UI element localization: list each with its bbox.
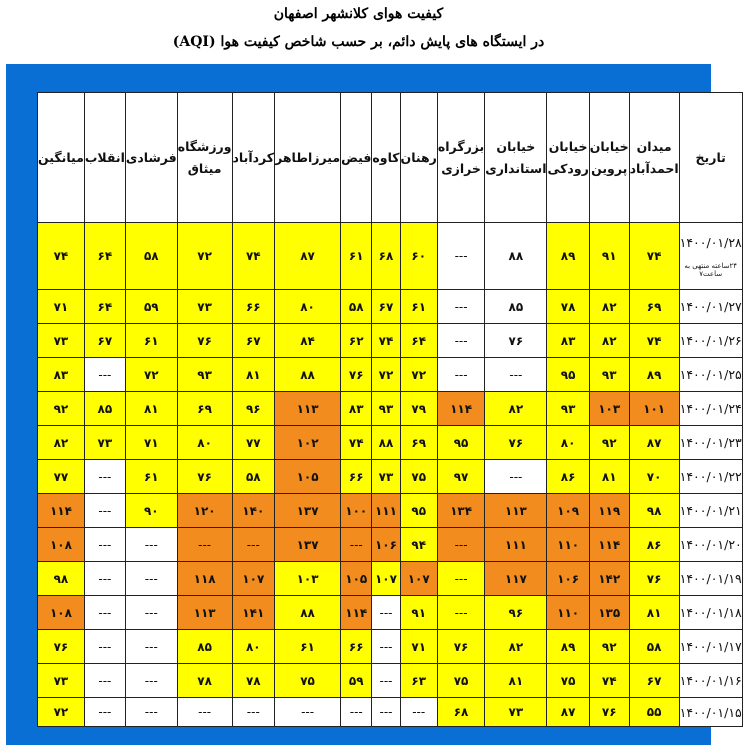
aqi-cell: --- — [84, 528, 125, 562]
aqi-cell: ۱۰۷ — [232, 562, 275, 596]
aqi-cell: ۹۵ — [437, 426, 484, 460]
aqi-cell: ۷۱ — [400, 630, 437, 664]
aqi-cell: ۸۵ — [177, 630, 232, 664]
aqi-cell: --- — [177, 528, 232, 562]
column-header: میدان احمدآباد — [629, 93, 679, 223]
aqi-cell: ۷۴ — [372, 324, 400, 358]
table-row — [38, 596, 743, 630]
date-text: ۱۴۰۰/۰۱/۱۸ — [679, 605, 742, 620]
aqi-cell: ۱۱۷ — [485, 562, 547, 596]
aqi-cell: ۹۳ — [372, 392, 400, 426]
aqi-table — [37, 92, 743, 727]
column-header: رهنان — [400, 93, 437, 223]
aqi-cell: ۱۰۱ — [629, 392, 679, 426]
aqi-cell: ۹۸ — [629, 494, 679, 528]
table-row — [38, 698, 743, 727]
aqi-cell: ۱۴۰ — [232, 494, 275, 528]
aqi-cell: ۱۳۷ — [275, 494, 341, 528]
aqi-cell: ۹۲ — [589, 630, 629, 664]
aqi-cell: ۶۷ — [372, 290, 400, 324]
table-row — [38, 358, 743, 392]
header-row — [38, 93, 743, 223]
aqi-cell: ۱۴۱ — [232, 596, 275, 630]
aqi-cell: ۵۸ — [125, 223, 177, 290]
aqi-cell: ۱۳۴ — [437, 494, 484, 528]
aqi-cell: ۱۱۴ — [437, 392, 484, 426]
aqi-cell: ۸۰ — [177, 426, 232, 460]
aqi-cell: ۹۵ — [547, 358, 589, 392]
column-header-date: تاریخ — [679, 93, 742, 223]
date-text: ۱۴۰۰/۰۱/۲۳ — [679, 435, 742, 450]
date-cell — [679, 698, 742, 727]
date-text: ۱۴۰۰/۰۱/۱۹ — [679, 571, 742, 586]
aqi-cell: ۶۴ — [84, 223, 125, 290]
aqi-cell: --- — [341, 528, 372, 562]
aqi-cell: --- — [84, 562, 125, 596]
aqi-cell: ۶۷ — [84, 324, 125, 358]
aqi-cell: ۸۵ — [485, 290, 547, 324]
aqi-cell: ۷۲ — [177, 223, 232, 290]
aqi-cell: ۹۰ — [125, 494, 177, 528]
aqi-cell: ۹۴ — [400, 528, 437, 562]
average-cell: ۷۲ — [38, 698, 85, 727]
aqi-cell: --- — [485, 460, 547, 494]
average-cell: ۷۴ — [38, 223, 85, 290]
column-header: ورزشگاه میثاق — [177, 93, 232, 223]
average-cell: ۷۱ — [38, 290, 85, 324]
aqi-cell: ۸۹ — [629, 358, 679, 392]
aqi-cell: ۶۱ — [125, 460, 177, 494]
aqi-cell: ۸۱ — [485, 664, 547, 698]
table-row — [38, 426, 743, 460]
aqi-cell: ۱۱۱ — [372, 494, 400, 528]
aqi-cell: ۶۹ — [177, 392, 232, 426]
aqi-cell: ۸۹ — [547, 223, 589, 290]
aqi-cell: ۱۰۷ — [372, 562, 400, 596]
aqi-cell: ۷۵ — [400, 460, 437, 494]
aqi-cell: ۷۲ — [372, 358, 400, 392]
aqi-cell: ۸۲ — [589, 290, 629, 324]
page-title: کیفیت هوای کلانشهر اصفهان — [273, 6, 444, 22]
date-cell — [679, 223, 742, 290]
aqi-cell: ۷۶ — [177, 460, 232, 494]
aqi-cell: ۹۶ — [485, 596, 547, 630]
aqi-cell: ۷۵ — [275, 664, 341, 698]
aqi-cell: ۸۱ — [589, 460, 629, 494]
aqi-cell: --- — [437, 562, 484, 596]
aqi-cell: --- — [125, 698, 177, 727]
aqi-cell: --- — [84, 494, 125, 528]
aqi-cell: ۶۷ — [629, 664, 679, 698]
date-cell — [679, 664, 742, 698]
aqi-cell: ۱۱۳ — [275, 392, 341, 426]
column-header: میانگین — [38, 93, 85, 223]
aqi-cell: ۷۱ — [125, 426, 177, 460]
aqi-cell: --- — [84, 358, 125, 392]
date-cell — [679, 460, 742, 494]
aqi-cell: ۱۳۷ — [275, 528, 341, 562]
aqi-cell: --- — [437, 596, 484, 630]
aqi-cell: ۷۹ — [400, 392, 437, 426]
column-header: فرشادی — [125, 93, 177, 223]
aqi-cell: ۷۸ — [232, 664, 275, 698]
average-cell: ۷۳ — [38, 664, 85, 698]
average-cell: ۷۷ — [38, 460, 85, 494]
aqi-cell: ۹۱ — [400, 596, 437, 630]
average-cell: ۹۸ — [38, 562, 85, 596]
aqi-cell: --- — [275, 698, 341, 727]
aqi-cell: ۶۷ — [232, 324, 275, 358]
date-text: ۱۴۰۰/۰۱/۲۴ — [679, 401, 742, 416]
aqi-cell: ۷۴ — [629, 223, 679, 290]
aqi-cell: ۸۱ — [232, 358, 275, 392]
aqi-cell: --- — [84, 460, 125, 494]
aqi-cell: ۷۲ — [125, 358, 177, 392]
date-note: ۲۴ساعته منتهی به ساعت۷ — [684, 261, 738, 278]
date-text: ۱۴۰۰/۰۱/۲۷ — [679, 299, 742, 314]
table-row — [38, 528, 743, 562]
column-header: کاوه — [372, 93, 400, 223]
aqi-cell: ۷۶ — [341, 358, 372, 392]
aqi-cell: ۶۲ — [341, 324, 372, 358]
aqi-cell: ۶۸ — [372, 223, 400, 290]
aqi-cell: ۷۳ — [485, 698, 547, 727]
aqi-cell: --- — [372, 698, 400, 727]
aqi-cell: ۹۲ — [589, 426, 629, 460]
aqi-cell: ۱۴۲ — [589, 562, 629, 596]
aqi-cell: ۶۶ — [341, 630, 372, 664]
aqi-cell: ۱۰۳ — [589, 392, 629, 426]
average-cell: ۱۰۸ — [38, 596, 85, 630]
column-header: انقلاب — [84, 93, 125, 223]
table-row — [38, 290, 743, 324]
aqi-cell: ۷۶ — [485, 426, 547, 460]
aqi-cell: ۱۰۶ — [372, 528, 400, 562]
date-cell — [679, 324, 742, 358]
average-cell: ۸۳ — [38, 358, 85, 392]
aqi-cell: --- — [84, 664, 125, 698]
column-header: خیابان پروین — [589, 93, 629, 223]
average-cell: ۷۶ — [38, 630, 85, 664]
aqi-cell: --- — [125, 664, 177, 698]
aqi-cell: ۷۰ — [629, 460, 679, 494]
aqi-cell: ۱۱۳ — [177, 596, 232, 630]
table-row — [38, 223, 743, 290]
date-text: ۱۴۰۰/۰۱/۲۲ — [679, 469, 742, 484]
aqi-cell: --- — [400, 698, 437, 727]
date-text: ۱۴۰۰/۰۱/۱۵ — [679, 704, 742, 720]
aqi-cell: ۶۹ — [400, 426, 437, 460]
aqi-cell: ۵۵ — [629, 698, 679, 727]
aqi-cell: --- — [437, 223, 484, 290]
aqi-cell: ۶۱ — [400, 290, 437, 324]
aqi-cell: ۷۴ — [629, 324, 679, 358]
aqi-cell: ۱۱۴ — [589, 528, 629, 562]
aqi-cell: --- — [437, 290, 484, 324]
aqi-cell: --- — [372, 664, 400, 698]
aqi-cell: ۱۱۰ — [547, 528, 589, 562]
aqi-cell: ۷۵ — [437, 664, 484, 698]
aqi-cell: --- — [125, 562, 177, 596]
table-row — [38, 664, 743, 698]
aqi-cell: ۷۸ — [177, 664, 232, 698]
page-subtitle: در ایستگاه های پایش دائم، بر حسب شاخص کیفیت هوا (AQI) — [172, 34, 545, 50]
average-cell: ۸۲ — [38, 426, 85, 460]
aqi-cell: ۸۷ — [629, 426, 679, 460]
aqi-cell: ۶۸ — [437, 698, 484, 727]
aqi-cell: ۸۷ — [275, 223, 341, 290]
aqi-cell: ۷۶ — [629, 562, 679, 596]
aqi-cell: ۱۰۰ — [341, 494, 372, 528]
aqi-cell: ۹۶ — [232, 392, 275, 426]
aqi-cell: ۷۴ — [232, 223, 275, 290]
aqi-cell: ۸۲ — [485, 392, 547, 426]
aqi-cell: ۵۹ — [125, 290, 177, 324]
aqi-cell: ۷۶ — [485, 324, 547, 358]
aqi-cell: ۸۸ — [372, 426, 400, 460]
aqi-cell: ۹۳ — [589, 358, 629, 392]
aqi-cell: ۶۱ — [125, 324, 177, 358]
aqi-cell: ۶۹ — [629, 290, 679, 324]
average-cell: ۱۱۴ — [38, 494, 85, 528]
aqi-cell: ۸۰ — [232, 630, 275, 664]
column-header: خیابان رودکی — [547, 93, 589, 223]
column-header: کردآباد — [232, 93, 275, 223]
aqi-cell: ۸۷ — [547, 698, 589, 727]
aqi-cell: ۱۰۶ — [547, 562, 589, 596]
aqi-cell: ۷۴ — [589, 664, 629, 698]
aqi-cell: ۷۴ — [341, 426, 372, 460]
table-row — [38, 494, 743, 528]
aqi-cell: ۸۲ — [589, 324, 629, 358]
aqi-cell: ۷۸ — [547, 290, 589, 324]
aqi-cell: --- — [84, 630, 125, 664]
aqi-cell: ۸۱ — [629, 596, 679, 630]
date-cell — [679, 426, 742, 460]
aqi-cell: ۷۷ — [232, 426, 275, 460]
aqi-cell: --- — [485, 358, 547, 392]
date-cell — [679, 528, 742, 562]
aqi-cell: ۹۱ — [589, 223, 629, 290]
average-cell: ۹۲ — [38, 392, 85, 426]
aqi-cell: ۶۶ — [341, 460, 372, 494]
aqi-cell: ۹۳ — [177, 358, 232, 392]
date-text: ۱۴۰۰/۰۱/۱۶ — [679, 673, 742, 688]
aqi-cell: ۶۳ — [400, 664, 437, 698]
date-cell — [679, 358, 742, 392]
table-row — [38, 392, 743, 426]
aqi-cell: ۱۰۵ — [341, 562, 372, 596]
aqi-cell: ۷۵ — [547, 664, 589, 698]
aqi-cell: ۵۸ — [232, 460, 275, 494]
aqi-cell: ۵۸ — [629, 630, 679, 664]
aqi-cell: ۱۰۳ — [275, 562, 341, 596]
aqi-cell: ۸۹ — [547, 630, 589, 664]
aqi-cell: ۸۴ — [275, 324, 341, 358]
aqi-cell: ۷۶ — [589, 698, 629, 727]
aqi-cell: ۷۳ — [372, 460, 400, 494]
aqi-cell: --- — [84, 596, 125, 630]
aqi-cell: --- — [125, 596, 177, 630]
aqi-cell: ۸۶ — [629, 528, 679, 562]
table-row — [38, 460, 743, 494]
column-header: فیض — [341, 93, 372, 223]
date-cell — [679, 290, 742, 324]
aqi-cell: ۱۱۱ — [485, 528, 547, 562]
aqi-cell: ۵۸ — [341, 290, 372, 324]
aqi-cell: ۵۹ — [341, 664, 372, 698]
aqi-cell: ۸۸ — [275, 596, 341, 630]
column-header: خیابان استانداری — [485, 93, 547, 223]
column-header: بزرگراه خرازی — [437, 93, 484, 223]
aqi-cell: ۸۳ — [341, 392, 372, 426]
aqi-cell: --- — [437, 528, 484, 562]
aqi-cell: --- — [232, 528, 275, 562]
aqi-cell: --- — [341, 698, 372, 727]
aqi-cell: --- — [232, 698, 275, 727]
table-row — [38, 630, 743, 664]
aqi-cell: ۷۲ — [400, 358, 437, 392]
aqi-cell: ۱۱۸ — [177, 562, 232, 596]
aqi-cell: --- — [372, 596, 400, 630]
date-text: ۱۴۰۰/۰۱/۲۱ — [679, 503, 742, 518]
aqi-cell: --- — [125, 528, 177, 562]
aqi-cell: --- — [437, 324, 484, 358]
aqi-cell: ۹۳ — [547, 392, 589, 426]
aqi-cell: ۶۴ — [400, 324, 437, 358]
aqi-cell: ۷۶ — [177, 324, 232, 358]
average-cell: ۷۳ — [38, 324, 85, 358]
average-cell: ۱۰۸ — [38, 528, 85, 562]
aqi-cell: ۱۰۲ — [275, 426, 341, 460]
aqi-cell: ۶۴ — [84, 290, 125, 324]
date-cell — [679, 494, 742, 528]
aqi-cell: ۹۵ — [400, 494, 437, 528]
aqi-cell: ۱۲۰ — [177, 494, 232, 528]
aqi-cell: ۸۱ — [125, 392, 177, 426]
aqi-cell: ۱۱۰ — [547, 596, 589, 630]
date-cell — [679, 562, 742, 596]
aqi-cell: ۸۰ — [547, 426, 589, 460]
aqi-cell: ۱۱۹ — [589, 494, 629, 528]
date-text: ۱۴۰۰/۰۱/۱۷ — [679, 639, 742, 654]
aqi-cell: --- — [125, 630, 177, 664]
date-text: ۱۴۰۰/۰۱/۲۸ — [679, 234, 742, 250]
aqi-cell: --- — [372, 630, 400, 664]
aqi-cell: ۷۳ — [177, 290, 232, 324]
aqi-cell: ۸۳ — [547, 324, 589, 358]
aqi-cell: ۸۵ — [84, 392, 125, 426]
aqi-cell: ۱۰۹ — [547, 494, 589, 528]
date-cell — [679, 630, 742, 664]
aqi-cell: ۶۶ — [232, 290, 275, 324]
table-row — [38, 324, 743, 358]
date-text: ۱۴۰۰/۰۱/۲۶ — [679, 333, 742, 348]
aqi-cell: ۷۶ — [437, 630, 484, 664]
aqi-cell: ۸۸ — [485, 223, 547, 290]
aqi-cell: --- — [84, 698, 125, 727]
aqi-cell: --- — [177, 698, 232, 727]
aqi-cell: ۸۰ — [275, 290, 341, 324]
aqi-cell: ۱۱۴ — [341, 596, 372, 630]
aqi-cell: ۸۶ — [547, 460, 589, 494]
aqi-cell: ۱۳۵ — [589, 596, 629, 630]
column-header: میرزاطاهر — [275, 93, 341, 223]
aqi-cell: ۶۰ — [400, 223, 437, 290]
table-row — [38, 562, 743, 596]
date-text: ۱۴۰۰/۰۱/۲۰ — [679, 537, 742, 552]
aqi-cell: ۱۰۵ — [275, 460, 341, 494]
aqi-cell: ۹۷ — [437, 460, 484, 494]
aqi-cell: ۱۱۳ — [485, 494, 547, 528]
date-text: ۱۴۰۰/۰۱/۲۵ — [679, 367, 742, 382]
date-cell — [679, 596, 742, 630]
aqi-cell: --- — [437, 358, 484, 392]
aqi-cell: ۱۰۷ — [400, 562, 437, 596]
date-cell — [679, 392, 742, 426]
aqi-cell: ۸۸ — [275, 358, 341, 392]
aqi-cell: ۸۲ — [485, 630, 547, 664]
aqi-cell: ۶۱ — [341, 223, 372, 290]
aqi-cell: ۷۳ — [84, 426, 125, 460]
aqi-cell: ۶۱ — [275, 630, 341, 664]
